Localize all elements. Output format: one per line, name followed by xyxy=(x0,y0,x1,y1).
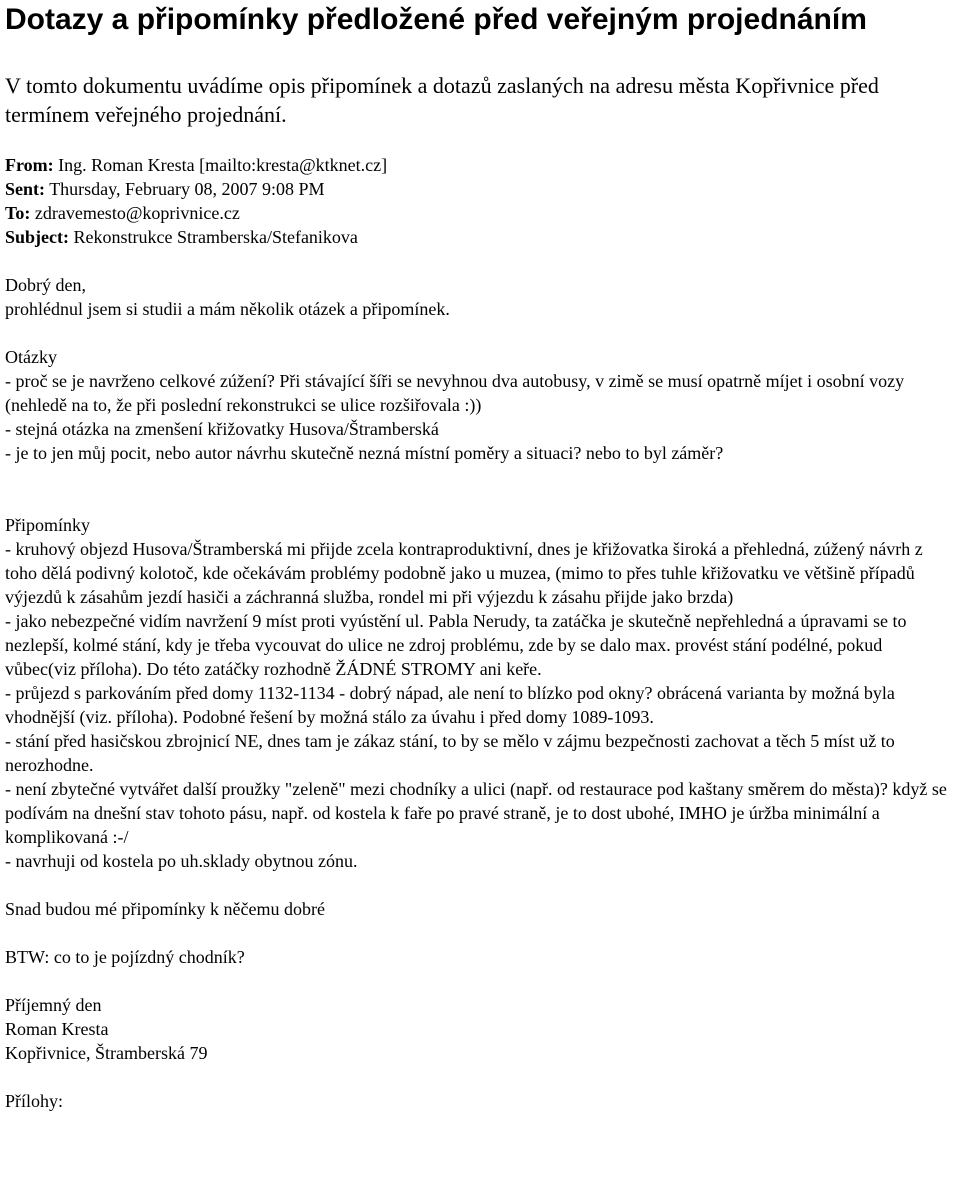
sent-value: Thursday, February 08, 2007 9:08 PM xyxy=(49,179,325,199)
remark-item: - kruhový objezd Husova/Štramberská mi přijde zcela kontraproduktivní, dnes je křižovatka široká a přehledná, zúžený návrh z toho dělá podivný kolotoč, kde očekávám problémy podobně jako u muzea, (mimo to přes tuhle křižovatku ve většině případů výjezdů k zásahům jezdí hasiči a záchranná služba, rondel mi při výjezdu k zásahu přijde jako brzda) xyxy=(5,539,923,607)
intro-paragraph: V tomto dokumentu uvádíme opis připomínek a dotazů zaslaných na adresu města Kopřivnice před termínem veřejného projednání. xyxy=(5,73,879,127)
question-item: - je to jen můj pocit, nebo autor návrhu skutečně nezná místní poměry a situaci? nebo to byl záměr? xyxy=(5,443,724,463)
email-sent xyxy=(5,177,954,201)
to-value: zdravemesto@koprivnice.cz xyxy=(34,203,240,223)
greeting-line: prohlédnul jsem si studii a mám několik otázek a připomínek. xyxy=(5,299,450,319)
email-to xyxy=(5,201,954,225)
greeting-hello: Dobrý den, xyxy=(5,275,86,295)
attachments-label: Přílohy: xyxy=(5,1091,64,1111)
signature xyxy=(5,993,954,1065)
from-label: From: xyxy=(5,155,54,175)
remark-item: - není zbytečné vytvářet další proužky "zeleně" mezi chodníky a ulici (např. od restaurace pod kaštany směrem do města)? když se podívám na dnešní stav tohoto pásu, např. od kostela k faře po pravé straně, je to dost ubohé, IMHO je úržba minimální a komplikovaná :-/ xyxy=(5,779,947,847)
btw-line: BTW: co to je pojízdný chodník? xyxy=(5,947,245,967)
page-title: Dotazy a připomínky předložené před veřejným projednáním xyxy=(5,3,867,36)
remarks-section xyxy=(5,513,954,873)
questions-heading: Otázky xyxy=(5,347,57,367)
closing-line: Snad budou mé připomínky k něčemu dobré xyxy=(5,899,325,919)
sent-label: Sent: xyxy=(5,179,45,199)
remark-item: - navrhuji od kostela po uh.sklady obytnou zónu. xyxy=(5,851,358,871)
question-item: - proč se je navrženo celkové zúžení? Při stávající šíři se nevyhnou dva autobusy, v zimě se musí opatrně míjet i osobní vozy (nehledě na to, že při poslední rekonstrukci se ulice rozšiřovala :)) xyxy=(5,371,905,415)
email-from xyxy=(5,153,954,177)
subject-label: Subject: xyxy=(5,227,69,247)
remark-item: - stání před hasičskou zbrojnicí NE, dnes tam je zákaz stání, to by se mělo v zájmu bezpečnosti zachovat a těch 5 míst už to nerozhodne. xyxy=(5,731,895,775)
remark-item: - jako nebezpečné vidím navržení 9 míst proti vyústění ul. Pabla Nerudy, ta zatáčka je skutečně nepřehledná a úpravami se to nezlepší, kolmé stání, kdy je třeba vycouvat do ulice ne zdroj problému, zde by se dalo max. provést stání podélné, pokud vůbec(viz příloha). Do této zatáčky rozhodně ŽÁDNÉ STROMY ani keře. xyxy=(5,611,907,679)
question-item: - stejná otázka na zmenšení křižovatky Husova/Štramberská xyxy=(5,419,439,439)
signature-farewell: Příjemný den xyxy=(5,995,102,1015)
remarks-heading: Připomínky xyxy=(5,515,91,535)
subject-value: Rekonstrukce Stramberska/Stefanikova xyxy=(73,227,358,247)
from-value: Ing. Roman Kresta [mailto:kresta@ktknet.cz] xyxy=(58,155,388,175)
email-header xyxy=(5,153,954,249)
email-subject xyxy=(5,225,954,249)
signature-address: Kopřivnice, Štramberská 79 xyxy=(5,1043,208,1063)
remark-item: - průjezd s parkováním před domy 1132-1134 - dobrý nápad, ale není to blízko pod okny? obrácená varianta by možná byla vhodnější (viz. příloha). Podobné řešení by možná stálo za úvahu i před domy 1089-1093. xyxy=(5,683,895,727)
signature-name: Roman Kresta xyxy=(5,1019,109,1039)
questions-section xyxy=(5,345,954,465)
greeting xyxy=(5,273,954,321)
to-label: To: xyxy=(5,203,31,223)
